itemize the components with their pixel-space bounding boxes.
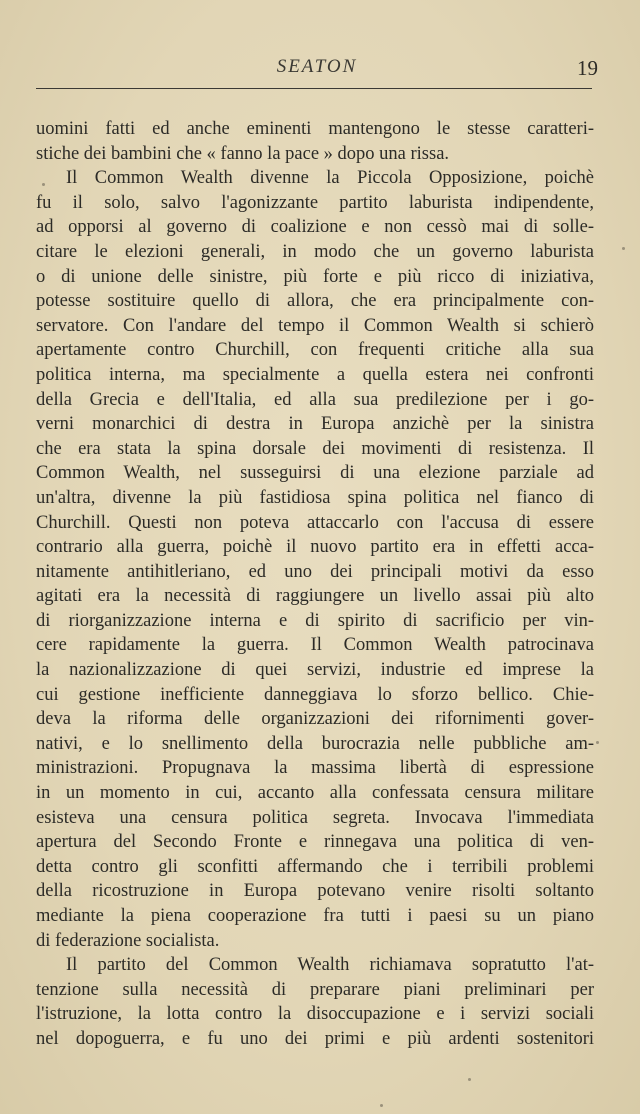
text-line: ad opporsi al governo di coalizione e non cessò mai di solle- xyxy=(36,217,594,238)
text-line: apertamente contro Churchill, con frequenti critiche alla sua xyxy=(36,340,594,361)
text-line: di federazione socialista. xyxy=(36,930,220,951)
header-rule xyxy=(36,88,592,89)
running-title: SEATON xyxy=(276,56,358,77)
paper-speck xyxy=(42,183,45,186)
text-line: la nazionalizzazione di quei servizi, industrie ed imprese la xyxy=(36,660,594,681)
text-line: tenzione sulla necessità di preparare piani preliminari per xyxy=(36,979,594,1000)
body-text xyxy=(36,117,594,1052)
text-line: apertura del Secondo Fronte e rinnegava una politica di ven- xyxy=(36,832,594,853)
text-line: che era stata la spina dorsale dei movimenti di resistenza. Il xyxy=(36,438,594,459)
text-line: detta contro gli sconfitti affermando che i terribili problemi xyxy=(36,856,594,877)
text-line: o di unione delle sinistre, più forte e più ricco di iniziativa, xyxy=(36,266,594,287)
text-line: l'istruzione, la lotta contro la disoccupazione e i servizi sociali xyxy=(36,1004,594,1025)
text-line: un'altra, divenne la più fastidiosa spina politica nel fianco di xyxy=(36,487,594,508)
text-line: contrario alla guerra, poichè il nuovo partito era in effetti acca- xyxy=(36,537,594,558)
text-line: ministrazioni. Propugnava la massima libertà di espressione xyxy=(36,758,594,779)
text-line: politica interna, ma specialmente a quella estera nei confronti xyxy=(36,364,594,385)
text-line: deva la riforma delle organizzazioni dei rifornimenti gover- xyxy=(36,709,594,730)
text-line: nitamente antihitleriano, ed uno dei principali motivi da esso xyxy=(36,561,594,582)
text-line: di riorganizzazione interna e di spirito di sacrificio per vin- xyxy=(36,610,594,631)
paper-speck xyxy=(622,247,625,250)
text-line: esisteva una censura politica segreta. Invocava l'immediata xyxy=(36,807,594,828)
text-line: mediante la piena cooperazione fra tutti i paesi su un piano xyxy=(36,906,594,926)
text-line: potesse sostituire quello di allora, che era principalmente con- xyxy=(36,291,594,312)
text-line: Il Common Wealth divenne la Piccola Opposizione, poichè xyxy=(66,168,594,189)
paper-speck xyxy=(596,741,599,744)
page-number: 19 xyxy=(577,56,598,80)
text-line: cui gestione inefficiente danneggiava lo sforzo bellico. Chie- xyxy=(36,684,594,705)
text-line: servatore. Con l'andare del tempo il Common Wealth si schierò xyxy=(36,315,594,336)
text-line: cere rapidamente la guerra. Il Common Wealth patrocinava xyxy=(36,635,594,656)
text-line: Il partito del Common Wealth richiamava sopratutto l'at- xyxy=(66,955,594,976)
text-line: agitati era la necessità di raggiungere un livello assai più alto xyxy=(36,586,594,607)
text-line: della Grecia e dell'Italia, ed alla sua predilezione per i go- xyxy=(36,389,594,410)
text-line: Common Wealth, nel susseguirsi di una elezione parziale ad xyxy=(36,463,594,484)
text-line: stiche dei bambini che « fanno la pace » dopo una rissa. xyxy=(36,143,450,164)
paper-speck xyxy=(468,1078,471,1081)
text-line: in un momento in cui, accanto alla confessata censura militare xyxy=(36,783,594,804)
text-line: nativi, e lo snellimento della burocrazia nelle pubbliche am- xyxy=(36,733,594,754)
text-line: nel dopoguerra, e fu uno dei primi e più ardenti sostenitori xyxy=(36,1028,594,1049)
paper-speck xyxy=(380,1104,383,1107)
text-line: Churchill. Questi non poteva attaccarlo con l'accusa di essere xyxy=(36,512,594,533)
text-line: fu il solo, salvo l'agonizzante partito laburista indipendente, xyxy=(36,192,594,213)
text-line: verni monarchici di destra in Europa anzichè per la sinistra xyxy=(36,414,594,435)
running-head xyxy=(36,56,598,84)
text-line: uomini fatti ed anche eminenti mantengono le stesse caratteri- xyxy=(36,119,594,139)
text-line: della ricostruzione in Europa potevano venire risolti soltanto xyxy=(36,881,594,902)
text-line: citare le elezioni generali, in modo che un governo laburista xyxy=(36,241,594,262)
